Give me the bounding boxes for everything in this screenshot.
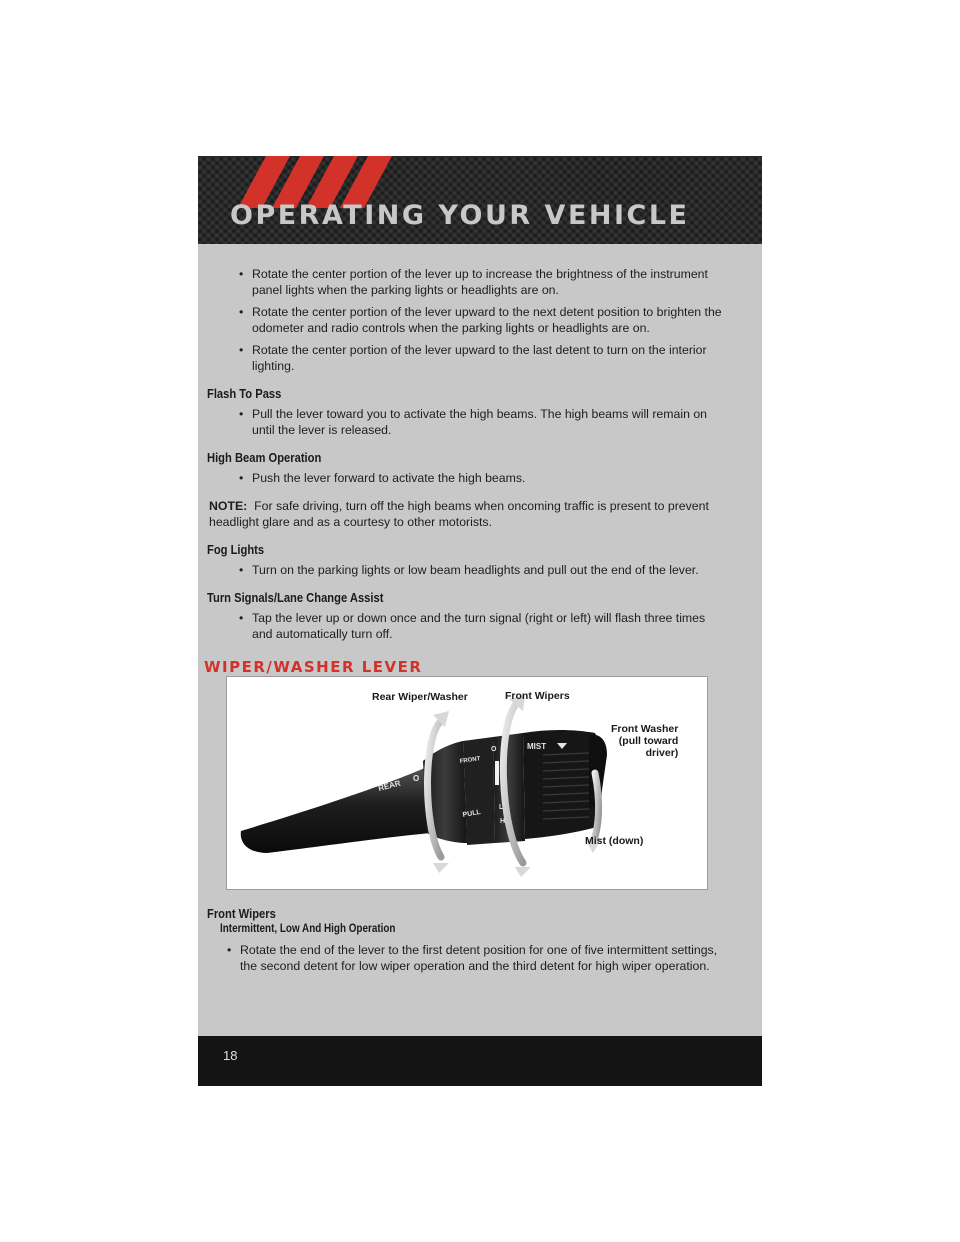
high-beam-heading: High Beam Operation bbox=[207, 450, 322, 465]
bullet-text: Turn on the parking lights or low beam headlights and pull out the end of the lever. bbox=[252, 563, 699, 577]
turn-signals-heading: Turn Signals/Lane Change Assist bbox=[207, 590, 384, 605]
bullet-text: Pull the lever toward you to activate the high beams. The high beams will remain on until the lever is released. bbox=[252, 407, 708, 437]
wiper-lever-figure bbox=[226, 676, 708, 890]
note-text: For safe driving, turn off the high beams when oncoming traffic is present to prevent headlight glare and as a courtesy to other motorists. bbox=[209, 499, 709, 529]
lever-text-o1: O bbox=[413, 774, 420, 783]
bullet-text: Rotate the center portion of the lever upward to the next detent position to brighten the odometer and radio controls when the parking lights or headlights are on. bbox=[252, 305, 722, 335]
flash-to-pass-heading: Flash To Pass bbox=[207, 386, 282, 401]
bullet-text: Tap the lever up or down once and the turn signal (right or left) will flash three times and automatically turn off. bbox=[252, 611, 706, 641]
label-front-washer: Front Washer (pull toward driver) bbox=[611, 723, 679, 759]
lever-text-front: FRONT bbox=[459, 756, 481, 765]
front-wipers-subheading: Intermittent, Low And High Operation bbox=[220, 923, 396, 935]
bullet-text: Rotate the center portion of the lever up to increase the brightness of the instrument panel lights when the parking lights or headlights are on. bbox=[252, 267, 708, 297]
list-item: • Rotate the center portion of the lever upward to the next detent position to brighten the odometer and radio controls when the parking lights or headlights are on. bbox=[239, 305, 722, 335]
note-paragraph bbox=[209, 498, 722, 530]
list-item: • Rotate the center portion of the lever upward to the last detent to turn on the interior lighting. bbox=[239, 343, 707, 373]
bullet-text: Push the lever forward to activate the high beams. bbox=[252, 471, 526, 485]
section-title: WIPER/WASHER LEVER bbox=[204, 658, 423, 676]
header-title: OPERATING YOUR VEHICLE bbox=[230, 200, 690, 231]
note-label: NOTE: bbox=[209, 499, 248, 513]
footer-bar bbox=[198, 1036, 762, 1086]
label-front-wipers: Front Wipers bbox=[505, 690, 570, 702]
front-wipers-heading: Front Wipers bbox=[207, 906, 276, 921]
bullet-text: Rotate the end of the lever to the first detent position for one of five intermittent settings, the second detent for low wiper operation and the third detent for high wiper operation. bbox=[240, 943, 718, 973]
label-rear-wiper: Rear Wiper/Washer bbox=[372, 691, 468, 703]
list-item: • Turn on the parking lights or low beam headlights and pull out the end of the lever. bbox=[239, 563, 699, 577]
fog-lights-heading: Fog Lights bbox=[207, 542, 265, 557]
content bbox=[198, 244, 762, 676]
page-number: 18 bbox=[223, 1048, 238, 1063]
lever-text-o2: O bbox=[491, 746, 497, 753]
list-item: • Push the lever forward to activate the high beams. bbox=[239, 471, 526, 485]
bullet-text: Rotate the center portion of the lever upward to the last detent to turn on the interior lighting. bbox=[252, 343, 707, 373]
list-item: • Pull the lever toward you to activate the high beams. The high beams will remain on until the lever is released. bbox=[239, 407, 708, 437]
lever-text-mist: MIST bbox=[527, 742, 547, 751]
list-item: • Rotate the end of the lever to the first detent position for one of five intermittent settings, the second detent for low wiper operation and the third detent for high wiper operation. bbox=[227, 943, 718, 973]
wiper-lever-image bbox=[227, 677, 707, 889]
lever-text-pull: PULL bbox=[462, 808, 482, 819]
lever-text-rear: REAR bbox=[377, 778, 402, 793]
front-wipers-section bbox=[198, 906, 762, 974]
list-item: • Rotate the center portion of the lever up to increase the brightness of the instrument panel lights when the parking lights or headlights are on. bbox=[239, 267, 708, 297]
manual-page bbox=[198, 156, 762, 1086]
list-item: • Tap the lever up or down once and the turn signal (right or left) will flash three times and automatically turn off. bbox=[239, 611, 706, 641]
lever-text-hi: HI bbox=[500, 818, 507, 825]
header-banner bbox=[198, 156, 762, 244]
label-mist: Mist (down) bbox=[585, 835, 644, 847]
lever-text-lo: LO bbox=[499, 804, 509, 811]
